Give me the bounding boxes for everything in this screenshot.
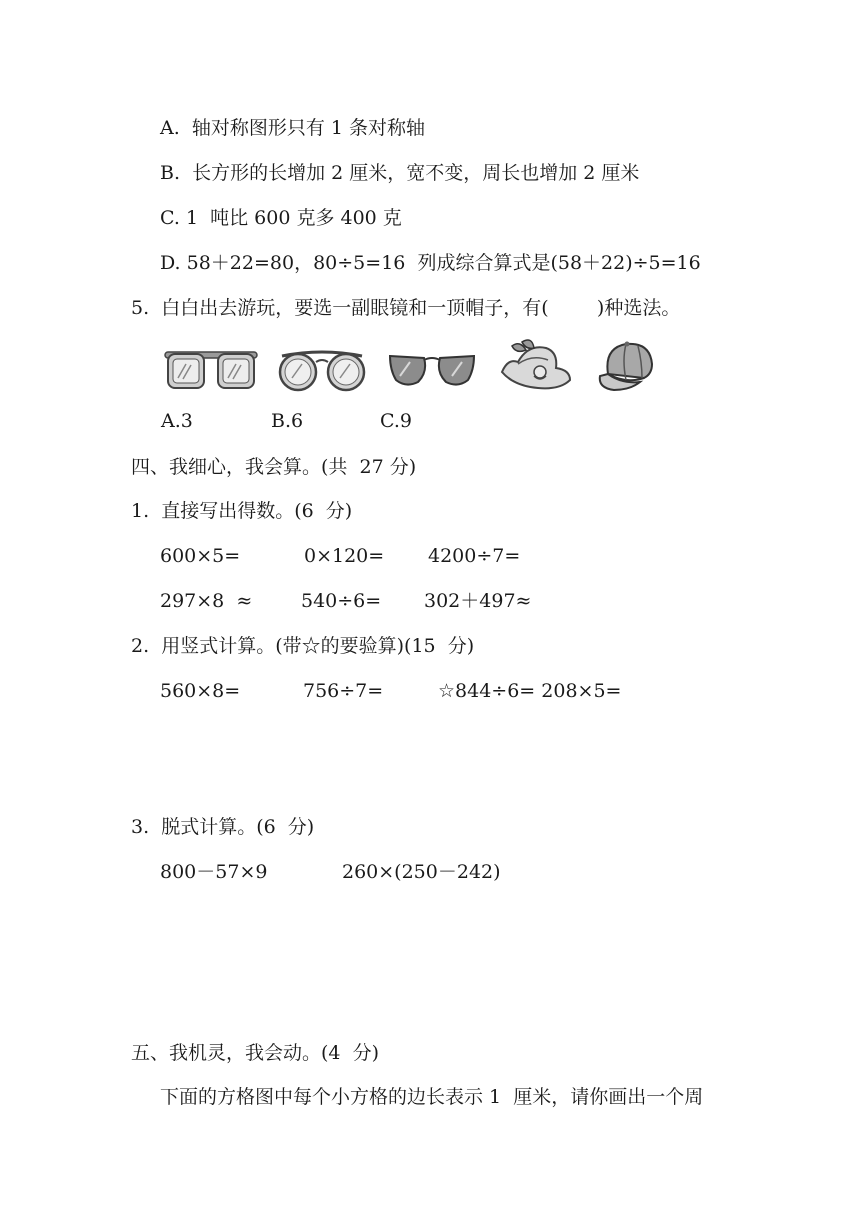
s4-q1-item: 302＋497≈ xyxy=(424,590,532,612)
s4-q2-item: 756÷7= xyxy=(303,680,384,702)
s4-q3-item: 800－57×9 xyxy=(160,861,268,883)
baseball-cap-icon xyxy=(596,338,656,392)
choice-pictures xyxy=(160,336,660,396)
s4-q3-item: 260×(250－242) xyxy=(342,861,501,883)
question-5: 5. 白白出去游玩，要选一副眼镜和一顶帽子，有( )种选法。 xyxy=(131,297,681,319)
s4-q2-item: ☆844÷6= 208×5= xyxy=(438,680,622,702)
cat-eye-glasses-icon xyxy=(388,350,476,390)
s4-q1-item: 297×8 ≈ xyxy=(160,590,253,612)
square-glasses-icon xyxy=(164,348,258,392)
s4-q1-title: 1. 直接写出得数。(6 分) xyxy=(131,500,353,522)
option-b: B. 长方形的长增加 2 厘米，宽不变，周长也增加 2 厘米 xyxy=(160,162,640,184)
s4-q1-item: 4200÷7= xyxy=(428,545,521,567)
q5-option-c: C.9 xyxy=(380,410,412,432)
s4-q2-item: 560×8= xyxy=(160,680,241,702)
q5-option-a: A.3 xyxy=(161,410,193,432)
s4-q2-title: 2. 用竖式计算。(带☆的要验算)(15 分) xyxy=(131,635,475,657)
section-4-title: 四、我细心，我会算。(共 27 分) xyxy=(131,456,417,478)
round-glasses-icon xyxy=(274,346,370,392)
section-5-title: 五、我机灵，我会动。(4 分) xyxy=(131,1042,379,1064)
sun-hat-icon xyxy=(498,336,574,392)
q5-option-b: B.6 xyxy=(271,410,304,432)
s4-q1-item: 0×120= xyxy=(304,545,385,567)
s4-q3-title: 3. 脱式计算。(6 分) xyxy=(131,816,315,838)
option-c: C. 1 吨比 600 克多 400 克 xyxy=(160,207,402,229)
s4-q1-item: 540÷6= xyxy=(301,590,382,612)
s4-q1-item: 600×5= xyxy=(160,545,241,567)
option-d: D. 58＋22=80，80÷5=16 列成综合算式是(58＋22)÷5=16 xyxy=(160,252,701,274)
option-a: A. 轴对称图形只有 1 条对称轴 xyxy=(160,117,426,139)
section-5-text: 下面的方格图中每个小方格的边长表示 1 厘米，请你画出一个周 xyxy=(160,1086,704,1108)
